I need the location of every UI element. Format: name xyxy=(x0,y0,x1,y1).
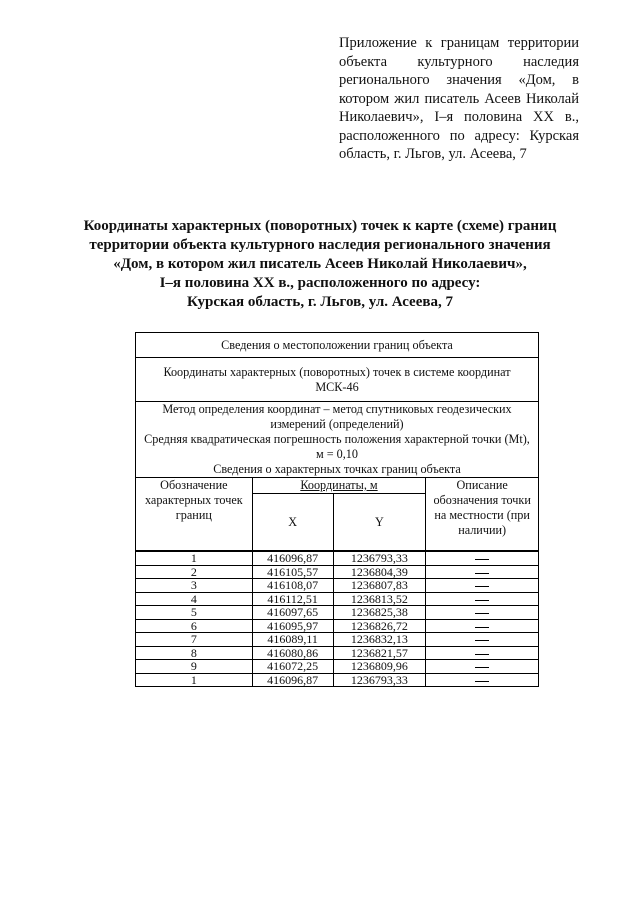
point-y: 1236793,33 xyxy=(333,551,426,565)
point-y: 1236793,33 xyxy=(333,673,426,687)
point-x: 416096,87 xyxy=(252,551,333,565)
point-number: 3 xyxy=(136,579,253,593)
point-number: 1 xyxy=(136,673,253,687)
info-coordinate-system: Координаты характерных (поворотных) точек в системе координат МСК-46 xyxy=(136,358,539,402)
point-x: 416072,25 xyxy=(252,660,333,674)
point-y: 1236809,96 xyxy=(333,660,426,674)
point-y: 1236807,83 xyxy=(333,579,426,593)
info-method: Метод определения координат – метод спутниковых геодезических измерений (определений) xyxy=(162,402,512,431)
point-description xyxy=(426,579,539,593)
point-number: 4 xyxy=(136,592,253,606)
point-x: 416112,51 xyxy=(252,592,333,606)
table-row xyxy=(136,606,539,620)
heading-line: I–я половина XX в., расположенного по адресу: xyxy=(159,275,481,291)
point-description xyxy=(426,619,539,633)
point-description xyxy=(426,646,539,660)
point-description xyxy=(426,660,539,674)
point-x: 416108,07 xyxy=(252,579,333,593)
point-number: 9 xyxy=(136,660,253,674)
point-x: 416080,86 xyxy=(252,646,333,660)
table-row xyxy=(136,619,539,633)
table-row xyxy=(136,660,539,674)
dash-mark xyxy=(475,586,489,587)
dash-mark xyxy=(475,627,489,628)
col-designation-header: Обозначение характерных точек границ xyxy=(136,478,253,552)
point-number: 7 xyxy=(136,633,253,647)
table-row xyxy=(136,579,539,593)
info-location: Сведения о местоположении границ объекта xyxy=(136,333,539,358)
table-row xyxy=(136,565,539,579)
info-method-block xyxy=(136,402,539,478)
heading-line: территории объекта культурного наследия регионального значения xyxy=(89,237,551,253)
point-y: 1236813,52 xyxy=(333,592,426,606)
point-description xyxy=(426,673,539,687)
table-row xyxy=(136,646,539,660)
dash-mark xyxy=(475,681,489,682)
info-points: Сведения о характерных точках границ объекта xyxy=(213,462,461,476)
point-number: 5 xyxy=(136,606,253,620)
point-y: 1236825,38 xyxy=(333,606,426,620)
point-x: 416105,57 xyxy=(252,565,333,579)
dash-mark xyxy=(475,667,489,668)
point-x: 416096,87 xyxy=(252,673,333,687)
dash-mark xyxy=(475,559,489,560)
col-y-header: Y xyxy=(333,494,426,552)
col-description-header: Описание обозначения точки на местности (при наличии) xyxy=(426,478,539,552)
point-y: 1236821,57 xyxy=(333,646,426,660)
point-description xyxy=(426,565,539,579)
point-description xyxy=(426,551,539,565)
dash-mark xyxy=(475,654,489,655)
point-number: 8 xyxy=(136,646,253,660)
dash-mark xyxy=(475,600,489,601)
point-number: 2 xyxy=(136,565,253,579)
point-y: 1236804,39 xyxy=(333,565,426,579)
heading-line: Координаты характерных (поворотных) точек к карте (схеме) границ xyxy=(83,218,557,234)
point-description xyxy=(426,633,539,647)
heading-line: Курская область, г. Льгов, ул. Асеева, 7 xyxy=(187,294,453,310)
table-row xyxy=(136,592,539,606)
dash-mark xyxy=(475,640,489,641)
point-number: 1 xyxy=(136,551,253,565)
table-row xyxy=(136,551,539,565)
col-x-header: X xyxy=(252,494,333,552)
point-number: 6 xyxy=(136,619,253,633)
point-x: 416097,65 xyxy=(252,606,333,620)
col-coords-header: Координаты, м xyxy=(252,478,426,494)
point-x: 416095,97 xyxy=(252,619,333,633)
table-row xyxy=(136,673,539,687)
point-y: 1236832,13 xyxy=(333,633,426,647)
appendix-note: Приложение к границам территории объекта культурного наследия регионального значения «Дом, в котором жил писатель Асеев Николай Николаевич», I–я половина XX в., расположенного по адресу: Курская область, г. Льгов, ул. Асеева, 7 xyxy=(339,35,579,162)
table-row xyxy=(136,633,539,647)
heading-line: «Дом, в котором жил писатель Асеев Николай Николаевич», xyxy=(113,256,527,272)
point-y: 1236826,72 xyxy=(333,619,426,633)
dash-mark xyxy=(475,613,489,614)
point-description xyxy=(426,592,539,606)
point-x: 416089,11 xyxy=(252,633,333,647)
info-error: Средняя квадратическая погрешность положения характерной точки (Mt), м = 0,10 xyxy=(144,432,530,461)
document-heading xyxy=(70,217,570,312)
dash-mark xyxy=(475,573,489,574)
coordinates-table xyxy=(135,332,539,687)
point-description xyxy=(426,606,539,620)
